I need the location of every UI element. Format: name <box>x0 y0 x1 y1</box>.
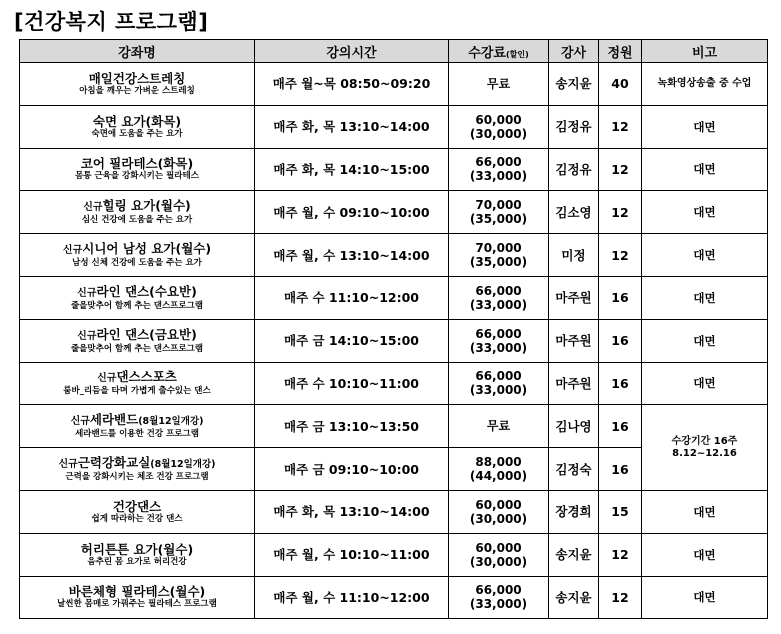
course-cell <box>20 490 255 533</box>
fee-regular: 70,000 <box>475 241 522 256</box>
remark-cell: 대면 <box>642 148 768 191</box>
new-course-label: 신규 <box>97 373 117 385</box>
table-row <box>20 405 768 448</box>
course-description: 숙면에 도움을 주는 요가 <box>91 128 183 139</box>
course-description: 줄을맞추어 함께 추는 댄스프로그램 <box>70 343 204 354</box>
course-description: 날씬한 몸매로 가꿔주는 필라테스 프로그램 <box>57 599 217 610</box>
fee-discount: (33,000) <box>469 169 528 184</box>
fee-cell <box>449 576 549 619</box>
capacity-cell: 16 <box>599 362 642 405</box>
header-remark: 비고 <box>642 40 768 63</box>
remark-cell: 대면 <box>642 490 768 533</box>
fee-regular: 88,000 <box>475 455 522 470</box>
fee-regular: 66,000 <box>475 326 522 341</box>
course-start-note: (8월12일개강) <box>150 459 216 471</box>
capacity-cell: 12 <box>599 191 642 234</box>
instructor-cell: 송지윤 <box>549 533 599 576</box>
capacity-cell: 12 <box>599 576 642 619</box>
capacity-cell: 16 <box>599 448 642 491</box>
table-body <box>20 63 768 619</box>
course-cell <box>20 148 255 191</box>
time-cell: 매주 수 11:10~12:00 <box>255 276 449 319</box>
course-name <box>20 71 254 86</box>
course-title: 라인 댄스(수요반) <box>96 283 197 299</box>
new-course-label: 신규 <box>77 330 97 342</box>
fee-regular: 70,000 <box>475 198 522 213</box>
course-cell <box>20 576 255 619</box>
course-start-note: (8월12일개강) <box>138 416 204 428</box>
course-name <box>20 584 254 599</box>
course-title: 허리튼튼 요가(월수) <box>80 541 194 557</box>
course-description: 줄을맞추어 함께 추는 댄스프로그램 <box>70 300 204 311</box>
instructor-cell: 김정유 <box>549 148 599 191</box>
instructor-cell: 김나영 <box>549 405 599 448</box>
fee-cell <box>449 362 549 405</box>
fee-regular: 66,000 <box>475 283 522 298</box>
remark-cell: 대면 <box>642 533 768 576</box>
header-course: 강좌명 <box>20 40 255 63</box>
fee-discount: (33,000) <box>469 597 528 612</box>
fee-cell <box>449 533 549 576</box>
remark-cell: 대면 <box>642 276 768 319</box>
table-header-row <box>20 40 768 63</box>
table-row <box>20 105 768 148</box>
instructor-cell: 송지윤 <box>549 576 599 619</box>
instructor-cell: 미정 <box>549 234 599 277</box>
fee-discount: (44,000) <box>469 469 528 484</box>
time-cell: 매주 금 09:10~10:00 <box>255 448 449 491</box>
course-title: 힐링 요가(월수) <box>102 198 191 214</box>
course-title: 코어 필라테스(화목) <box>80 156 194 172</box>
course-title: 건강댄스 <box>112 498 162 514</box>
course-cell <box>20 405 255 448</box>
instructor-cell: 김정숙 <box>549 448 599 491</box>
remark-cell: 대면 <box>642 576 768 619</box>
course-description: 아침을 깨우는 가벼운 스트레칭 <box>79 85 195 96</box>
fee-cell <box>449 63 549 106</box>
course-title: 근력강화교실 <box>77 455 151 471</box>
remark-cell: 대면 <box>642 191 768 234</box>
course-cell <box>20 234 255 277</box>
remark-cell: 수강기간 16주 8.12~12.16 <box>642 405 768 491</box>
header-fee: 수강료(할인) <box>449 40 549 63</box>
remark-cell: 대면 <box>642 362 768 405</box>
course-name <box>20 241 254 258</box>
capacity-cell: 12 <box>599 234 642 277</box>
course-description: 근력을 강화시키는 체조 건강 프로그램 <box>65 472 209 483</box>
course-cell <box>20 63 255 106</box>
time-cell: 매주 수 10:10~11:00 <box>255 362 449 405</box>
fee-discount: (30,000) <box>469 554 528 569</box>
program-table <box>19 39 768 619</box>
fee-cell <box>449 276 549 319</box>
course-name <box>20 412 254 429</box>
table-row <box>20 362 768 405</box>
course-title: 세라밴드 <box>89 412 139 428</box>
fee-regular: 무료 <box>486 76 511 91</box>
time-cell: 매주 금 14:10~15:00 <box>255 319 449 362</box>
course-name <box>20 114 254 129</box>
fee-discount: (33,000) <box>469 340 528 355</box>
new-course-label: 신규 <box>62 245 83 257</box>
fee-regular: 60,000 <box>475 540 522 555</box>
course-title: 시니어 남성 요가(월수) <box>82 241 212 257</box>
remark-cell: 대면 <box>642 105 768 148</box>
capacity-cell: 40 <box>599 63 642 106</box>
course-description: 세라밴드를 이용한 건강 프로그램 <box>75 429 199 440</box>
course-description: 몸통 근육을 강화시키는 필라테스 <box>75 171 199 182</box>
course-description: 음추린 몸 요가로 허리건강 <box>87 556 187 567</box>
time-cell: 매주 월, 수 10:10~11:00 <box>255 533 449 576</box>
table-row <box>20 63 768 106</box>
course-title: 바른체형 필라테스(월수) <box>68 584 206 600</box>
table-row <box>20 191 768 234</box>
course-cell <box>20 319 255 362</box>
course-cell <box>20 362 255 405</box>
instructor-cell: 김소영 <box>549 191 599 234</box>
table-row <box>20 319 768 362</box>
fee-cell <box>449 319 549 362</box>
course-description: 쉽게 따라하는 건강 댄스 <box>91 513 183 524</box>
fee-cell <box>449 405 549 448</box>
new-course-label: 신규 <box>58 459 78 471</box>
fee-regular: 66,000 <box>475 583 522 598</box>
remark-cell: 녹화영상송출 중 수업 <box>642 63 768 106</box>
course-cell <box>20 448 255 491</box>
instructor-cell: 마주원 <box>549 362 599 405</box>
fee-discount: (30,000) <box>469 126 528 141</box>
time-cell: 매주 화, 목 14:10~15:00 <box>255 148 449 191</box>
fee-cell <box>449 490 549 533</box>
table-row <box>20 276 768 319</box>
course-name <box>20 156 254 171</box>
time-cell: 매주 월, 수 09:10~10:00 <box>255 191 449 234</box>
fee-discount: (35,000) <box>469 255 528 270</box>
instructor-cell: 마주원 <box>549 276 599 319</box>
time-cell: 매주 월, 수 11:10~12:00 <box>255 576 449 619</box>
time-cell: 매주 화, 목 13:10~14:00 <box>255 490 449 533</box>
course-description: 남성 신체 건강에 도움을 주는 요가 <box>72 258 202 269</box>
course-name <box>20 198 254 215</box>
capacity-cell: 12 <box>599 533 642 576</box>
time-cell: 매주 월~목 08:50~09:20 <box>255 63 449 106</box>
course-name <box>20 327 254 344</box>
course-cell <box>20 191 255 234</box>
course-name <box>20 284 254 301</box>
course-name <box>20 499 254 514</box>
instructor-cell: 김정유 <box>549 105 599 148</box>
table-row <box>20 234 768 277</box>
fee-regular: 60,000 <box>475 112 522 127</box>
capacity-cell: 16 <box>599 276 642 319</box>
time-cell: 매주 금 13:10~13:50 <box>255 405 449 448</box>
course-name <box>20 369 254 386</box>
fee-cell <box>449 191 549 234</box>
page-title: [건강복지 프로그램] <box>14 10 209 34</box>
time-cell: 매주 월, 수 13:10~14:00 <box>255 234 449 277</box>
instructor-cell: 마주원 <box>549 319 599 362</box>
course-cell <box>20 105 255 148</box>
capacity-cell: 12 <box>599 148 642 191</box>
course-title: 댄스스포츠 <box>116 369 177 385</box>
course-name <box>20 455 254 472</box>
header-capacity: 정원 <box>599 40 642 63</box>
capacity-cell: 12 <box>599 105 642 148</box>
fee-regular: 무료 <box>486 419 511 434</box>
course-cell <box>20 533 255 576</box>
course-title: 매일건강스트레칭 <box>88 70 186 86</box>
fee-discount: (30,000) <box>469 511 528 526</box>
course-cell <box>20 276 255 319</box>
remark-cell: 대면 <box>642 234 768 277</box>
course-description: 심신 건강에 도움을 주는 요가 <box>81 215 193 226</box>
fee-discount: (35,000) <box>469 212 528 227</box>
table-row <box>20 148 768 191</box>
table-row <box>20 576 768 619</box>
time-cell: 매주 화, 목 13:10~14:00 <box>255 105 449 148</box>
fee-cell <box>449 105 549 148</box>
course-title: 라인 댄스(금요반) <box>96 326 197 342</box>
fee-discount: (33,000) <box>469 297 528 312</box>
table-row <box>20 490 768 533</box>
header-instructor: 강사 <box>549 40 599 63</box>
fee-regular: 66,000 <box>475 155 522 170</box>
new-course-label: 신규 <box>77 287 97 299</box>
fee-regular: 66,000 <box>475 369 522 384</box>
course-name <box>20 542 254 557</box>
capacity-cell: 15 <box>599 490 642 533</box>
table-row <box>20 533 768 576</box>
header-time: 강의시간 <box>255 40 449 63</box>
fee-cell <box>449 448 549 491</box>
course-title: 숙면 요가(화목) <box>92 113 182 129</box>
fee-discount: (33,000) <box>469 383 528 398</box>
remark-cell: 대면 <box>642 319 768 362</box>
new-course-label: 신규 <box>83 202 103 214</box>
fee-cell <box>449 234 549 277</box>
instructor-cell: 송지윤 <box>549 63 599 106</box>
capacity-cell: 16 <box>599 405 642 448</box>
instructor-cell: 장경희 <box>549 490 599 533</box>
header-fee-note: (할인) <box>505 49 529 59</box>
fee-cell <box>449 148 549 191</box>
course-description: 룸바_리듬을 타며 가볍게 출수있는 댄스 <box>63 386 211 397</box>
new-course-label: 신규 <box>70 416 90 428</box>
fee-regular: 60,000 <box>475 497 522 512</box>
capacity-cell: 16 <box>599 319 642 362</box>
